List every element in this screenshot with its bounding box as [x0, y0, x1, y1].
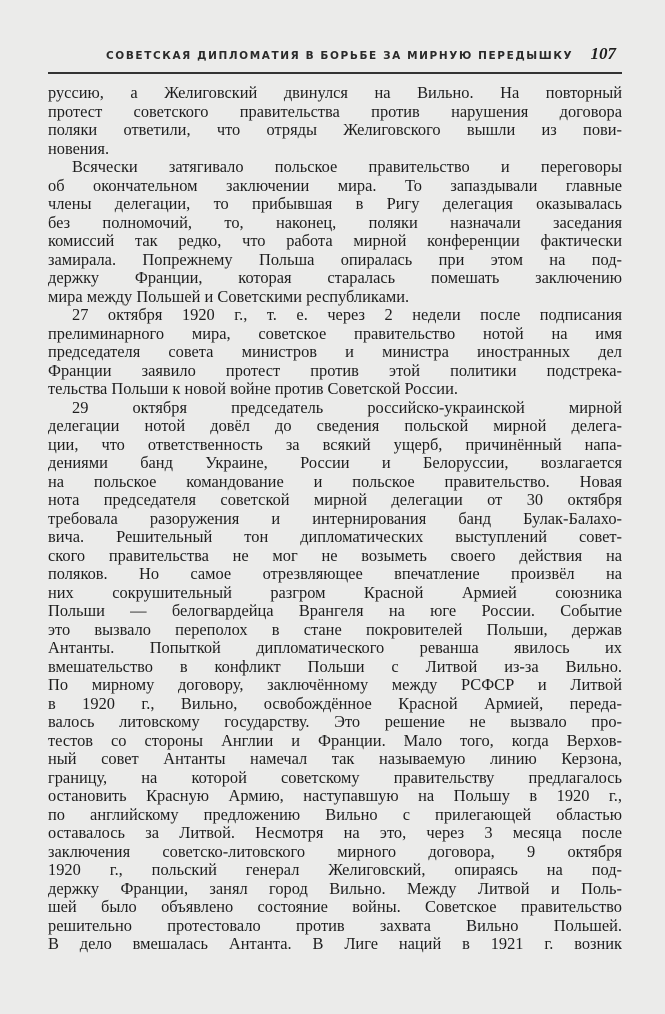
text-line: вмешательство в конфликт Польши с Литвой из-за Вильно.: [48, 657, 622, 676]
text-line: Франции заявило протест против этой политики подстрека-: [48, 361, 622, 380]
text-line: 27 октября 1920 г., т. е. через 2 недели после подписания: [72, 306, 622, 324]
text-line: по английскому предложению Вильно с прилегающей областью: [48, 805, 622, 824]
text-line: новения.: [48, 139, 110, 158]
text-line: решительно протестовало против захвата Вильно Польшей.: [48, 916, 622, 935]
text-line: По мирному договору, заключённому между РСФСР и Литвой: [48, 676, 622, 694]
text-line: держку Франции, занял город Вильно. Между Литвой и Поль-: [48, 879, 622, 898]
text-line: в 1920 г., Вильно, освобождённое Красной Армией, переда-: [48, 694, 622, 713]
page-body-text: [48, 84, 622, 954]
text-line: без полномочий, то, наконец, поляки назначали заседания: [48, 213, 622, 232]
text-line: держку Франции, которая старалась помешать заключению: [48, 269, 622, 287]
text-line: поляков. Но самое отрезвляющее впечатление произвёл на: [48, 565, 622, 583]
text-line: 1920 г., польский генерал Желиговский, опираясь на под-: [48, 861, 622, 879]
text-line: делегации нотой довёл до сведения польской мирной делега-: [48, 417, 622, 435]
text-line: вича. Решительный тон дипломатических выступлений совет-: [48, 528, 622, 546]
running-title: СОВЕТСКАЯ ДИПЛОМАТИЯ В БОРЬБЕ ЗА МИРНУЮ ПЕРЕДЫШКУ: [106, 50, 574, 62]
page-header: [48, 46, 622, 68]
text-line: руссию, а Желиговский двинулся на Вильно. На повторный: [48, 84, 622, 102]
text-line: 29 октября председатель российско-украинской мирной: [72, 398, 622, 417]
text-line: об окончательном заключении мира. То запаздывали главные: [48, 176, 622, 195]
text-line: ского правительства не мог не возыметь своего действия на: [48, 546, 622, 565]
text-line: Всячески затягивало польское правительство и переговоры: [72, 158, 622, 176]
text-line: В дело вмешалась Антанта. В Лиге наций в 1921 г. возник: [48, 935, 622, 953]
page-number: 107: [590, 44, 616, 63]
text-line: остановить Красную Армию, наступавшую на Польшу в 1920 г.,: [48, 787, 622, 805]
text-line: ции, что ответственность за всякий ущерб, причинённый напа-: [48, 435, 622, 454]
text-line: председателя совета министров и министра иностранных дел: [48, 343, 622, 361]
text-line: прелиминарного мира, советское правительство нотой на имя: [48, 324, 622, 343]
text-line: требовала разоружения и интернирования банд Булак-Балахо-: [48, 509, 622, 528]
text-line: поляки ответили, что отряды Желиговского вышли из пови-: [48, 121, 622, 139]
text-line: это вызвало переполох в стане покровителей Польши, держав: [48, 620, 622, 639]
text-line: члены делегации, то прибывшая в Ригу делегация оказывалась: [48, 195, 622, 213]
text-line: оставалось за Литвой. Несмотря на это, через 3 месяца после: [48, 824, 622, 842]
text-line: замирала. Попрежнему Польша опиралась при этом на под-: [48, 250, 622, 269]
text-line: на польское командование и польское правительство. Новая: [48, 472, 622, 491]
header-rule: [48, 72, 622, 74]
text-line: нота председателя советской мирной делегации от 30 октября: [48, 491, 622, 509]
text-line: валось литовскому государству. Это решение не вызвало про-: [48, 713, 622, 731]
text-line: протест советского правительства против нарушения договора: [48, 102, 622, 121]
text-line: ный совет Антанты намечал так называемую линию Керзона,: [48, 750, 622, 768]
text-line: тестов со стороны Англии и Франции. Мало того, когда Верхов-: [48, 731, 622, 750]
text-line: комиссий так редко, что работа мирной конференции фактически: [48, 232, 622, 250]
text-line: мира между Польшей и Советскими республиками.: [48, 287, 410, 306]
text-line: тельства Польши к новой войне против Советской России.: [48, 380, 458, 398]
text-line: Польши — белогвардейца Врангеля на юге России. Событие: [48, 602, 622, 620]
text-line: дениями банд Украине, России и Белоруссии, возлагается: [48, 454, 622, 472]
text-line: них сокрушительный разгром Красной Армией союзника: [48, 583, 622, 602]
text-line: границу, на которой советскому правительству предлагалось: [48, 768, 622, 787]
text-line: Антанты. Попыткой дипломатического реванша явилось их: [48, 639, 622, 657]
text-line: заключения советско-литовского мирного договора, 9 октября: [48, 842, 622, 861]
text-line: шей было объявлено состояние войны. Советское правительство: [48, 898, 622, 916]
